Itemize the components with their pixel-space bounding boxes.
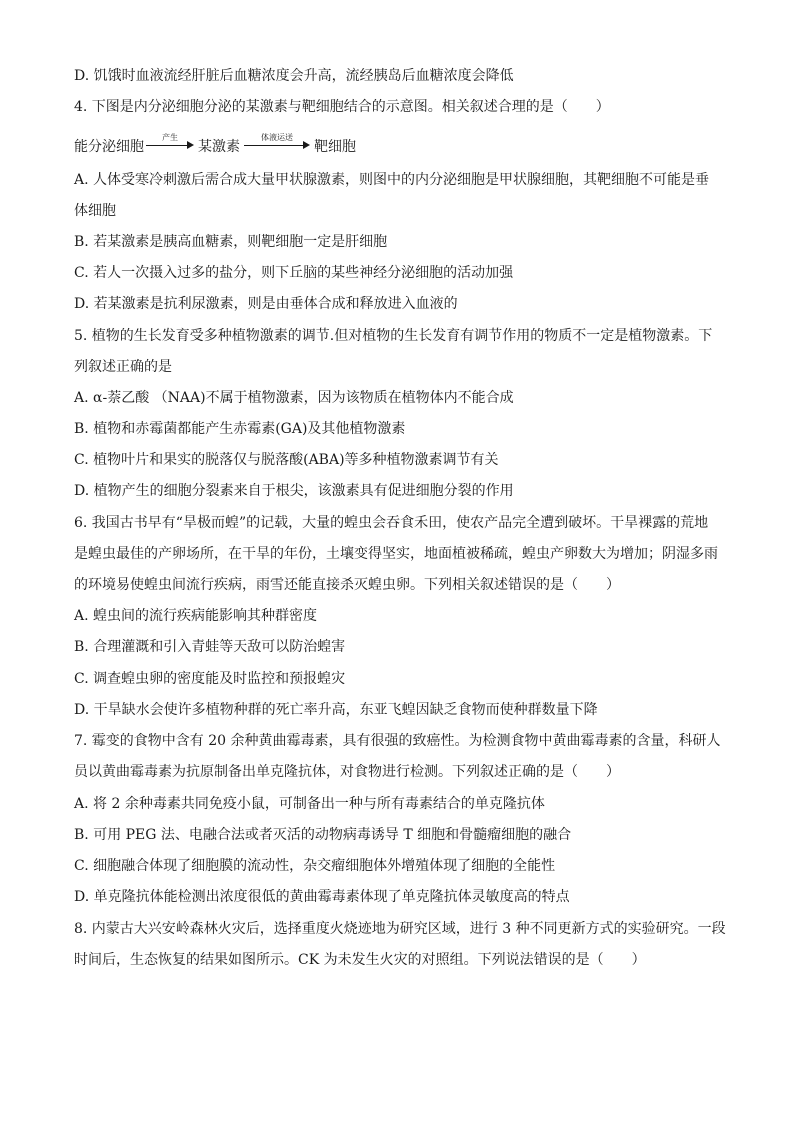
flow-arrow-transport	[244, 133, 310, 154]
question-5-cont: 列叙述正确的是	[74, 359, 172, 375]
flow-middle: 某激素	[198, 139, 240, 155]
option-7d: D. 单克隆抗体能检测出浓度很低的黄曲霉毒素体现了单克隆抗体灵敏度高的特点	[74, 889, 570, 905]
option-5a: A. α-萘乙酸 （NAA)不属于植物激素，因为该物质在植物体内不能合成	[74, 390, 514, 406]
question-4: 4. 下图是内分泌细胞分泌的某激素与靶细胞结合的示意图。相关叙述合理的是（ ）	[74, 99, 610, 115]
option-4b: B. 若某激素是胰高血糖素，则靶细胞一定是肝细胞	[74, 234, 388, 250]
option-5b: B. 植物和赤霉菌都能产生赤霉素(GA)及其他植物激素	[74, 421, 406, 437]
option-4a: A. 人体受寒冷刺激后需合成大量甲状腺激素，则图中的内分泌细胞是甲状腺细胞，其靶细胞不可能是垂	[74, 172, 710, 188]
option-7b: B. 可用 PEG 法、电融合法或者灭活的动物病毒诱导 T 细胞和骨髓瘤细胞的融合	[74, 827, 572, 843]
option-6a: A. 蝗虫间的流行疾病能影响其种群密度	[74, 608, 318, 624]
option-7a: A. 将 2 余种毒素共同免疫小鼠，可制备出一种与所有毒素结合的单克隆抗体	[74, 796, 545, 812]
flow-source: 能分泌细胞	[74, 139, 144, 155]
option-3d: D. 饥饿时血液流经肝脏后血糖浓度会升高，流经胰岛后血糖浓度会降低	[74, 68, 514, 84]
question-8: 8. 内蒙古大兴安岭森林火灾后，选择重度火烧迹地为研究区域，进行 3 种不同更新方式的实验研究。一段	[74, 921, 726, 937]
option-5c: C. 植物叶片和果实的脱落仅与脱落酸(ABA)等多种植物激素调节有关	[74, 452, 499, 468]
question-7-cont: 员以黄曲霉毒素为抗原制备出单克隆抗体，对食物进行检测。下列叙述正确的是（ ）	[74, 764, 620, 780]
option-4d: D. 若某激素是抗利尿激素，则是由垂体合成和释放进入血液的	[74, 296, 458, 312]
question-8-cont: 时间后，生态恢复的结果如图所示。CK 为未发生火灾的对照组。下列说法错误的是（ ）	[74, 952, 646, 968]
flow-arrow-transport-label: 体液运送	[261, 133, 293, 142]
question-5: 5. 植物的生长发育受多种植物激素的调节.但对植物的生长发育有调节作用的物质不一定是植物激素。下	[74, 328, 713, 344]
option-6c: C. 调查蝗虫卵的密度能及时监控和预报蝗灾	[74, 671, 346, 687]
flow-arrow-produce	[146, 133, 194, 154]
flow-target: 靶细胞	[314, 139, 356, 155]
question-6: 6. 我国古书早有“旱极而蝗”的记载，大量的蝗虫会吞食禾田，使农产品完全遭到破坏。干旱裸露的荒地	[74, 515, 709, 531]
option-4c: C. 若人一次摄入过多的盐分，则下丘脑的某些神经分泌细胞的活动加强	[74, 265, 514, 281]
option-4a-cont: 体细胞	[74, 203, 116, 219]
option-6d: D. 干旱缺水会使许多植物种群的死亡率升高，东亚飞蝗因缺乏食物而使种群数量下降	[74, 702, 598, 718]
option-7c: C. 细胞融合体现了细胞膜的流动性，杂交瘤细胞体外增殖体现了细胞的全能性	[74, 858, 556, 874]
question-6-line2: 是蝗虫最佳的产卵场所，在干旱的年份，土壤变得坚实，地面植被稀疏，蝗虫产卵数大为增加；阴湿多雨	[74, 546, 718, 562]
question-6-line3: 的环境易使蝗虫间流行疾病，雨雪还能直接杀灭蝗虫卵。下列相关叙述错误的是（ ）	[74, 577, 620, 593]
question-7: 7. 霉变的食物中含有 20 余种黄曲霉毒素，具有很强的致癌性。为检测食物中黄曲霉毒素的含量，科研人	[74, 733, 721, 749]
option-5d: D. 植物产生的细胞分裂素来自于根尖，该激素具有促进细胞分裂的作用	[74, 483, 514, 499]
option-6b: B. 合理灌溉和引入青蛙等天敌可以防治蝗害	[74, 639, 346, 655]
flow-arrow-produce-label: 产生	[162, 133, 178, 142]
